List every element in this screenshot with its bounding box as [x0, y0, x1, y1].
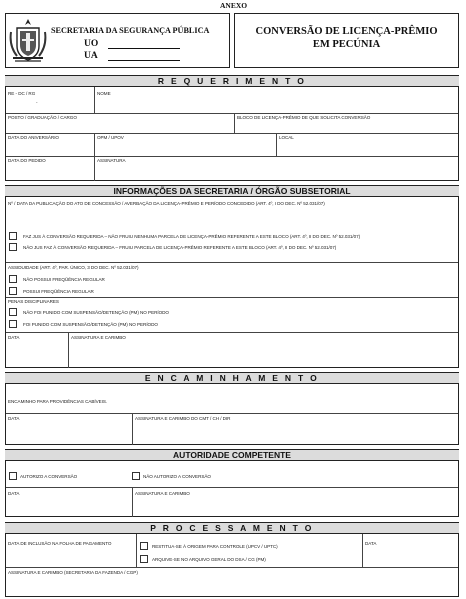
informacoes-data-label: DATA: [8, 335, 20, 340]
assiduidade-label: ASSIDUIDADE (ART. 4º, PAR. ÚNICO, 3 DO DEC. Nº 52.031/07): [8, 265, 139, 270]
nao-possui-label: NÃO POSSUI FREQÜÊNCIA REGULAR: [23, 277, 105, 282]
requerimento-section: [5, 75, 459, 181]
encaminhamento-assinatura-label: ASSINATURA E CARIMBO DO CMT / CH / DIR: [135, 416, 231, 421]
header-left-box: [5, 13, 230, 68]
nao-possui-checkbox[interactable]: [9, 275, 17, 283]
informacoes-title: INFORMAÇÕES DA SECRETARIA / ÓRGÃO SUBSETORIAL: [5, 185, 459, 197]
nao-autorizo-label: NÃO AUTORIZO A CONVERSÃO: [143, 474, 211, 479]
faz-jus-label: FAZ JUS À CONVERSÃO REQUERIDA – NÃO FRUIU NENHUMA PARCELA DE LICENÇA-PRÊMIO REFERENTE A ESTE BLOCO (ART. 4º, II DO DEC. Nº 52.031/07): [23, 234, 361, 239]
local-label: LOCAL: [279, 135, 294, 140]
form-title-line2: EM PECÚNIA: [312, 39, 381, 50]
re-dc-rg-label: RE - DC / RG: [8, 91, 36, 96]
arquive-checkbox[interactable]: [140, 555, 148, 563]
form-title-line1: CONVERSÃO DE LICENÇA-PRÊMIO: [255, 26, 438, 37]
ua-label: UA: [84, 51, 98, 61]
header-title-box: [234, 13, 459, 68]
ua-input-line[interactable]: [108, 60, 180, 61]
restitua-label: RESTITUA-SE À ORIGEM PARA CONTROLE (UPCV / UPTC): [152, 544, 278, 549]
nao-faz-jus-checkbox[interactable]: [9, 243, 17, 251]
processamento-title: P R O C E S S A M E N T O: [5, 522, 459, 534]
posto-label: POSTO / GRADUAÇÃO / CARGO: [8, 115, 77, 120]
informacoes-assinatura-label: ASSINATURA E CARIMBO: [71, 335, 126, 340]
re-dc-separator: -: [36, 100, 38, 105]
bloco-label: BLOCO DE LICENÇA-PRÊMIO DE QUE SOLICITA CONVERSÃO: [237, 115, 371, 120]
aniversario-label: DATA DO ANIVERSÁRIO: [8, 135, 59, 140]
encaminhamento-data-label: DATA: [8, 416, 20, 421]
nao-punido-label: NÃO FOI PUNIDO COM SUSPENSÃO/DETENÇÃO (PM) NO PERÍODO: [23, 310, 169, 315]
possui-checkbox[interactable]: [9, 287, 17, 295]
inclusao-label: DATA DE INCLUSÃO NA FOLHA DE PAGAMENTO: [8, 541, 112, 546]
state-seal-icon: [9, 18, 47, 62]
nao-punido-checkbox[interactable]: [9, 308, 17, 316]
autorizo-checkbox[interactable]: [9, 472, 17, 480]
autoridade-section: [5, 449, 459, 517]
publicacao-label: Nº / DATA DA PUBLICAÇÃO DO ATO DE CONCESSÃO / AVERBAÇÃO DA LICENÇA-PRÊMIO E PERÍODO CONCEDIDO (ART. 4º, I DO DEC. Nº 52.031/07): [8, 201, 325, 206]
autoridade-data-label: DATA: [8, 491, 20, 496]
encaminho-text: ENCAMINHO PARA PROVIDÊNCIAS CABÍVEIS.: [8, 399, 108, 404]
autoridade-title: AUTORIDADE COMPETENTE: [5, 449, 459, 461]
uo-input-line[interactable]: [108, 48, 180, 49]
processamento-data-label: DATA: [365, 541, 377, 546]
nao-autorizo-checkbox[interactable]: [132, 472, 140, 480]
encaminhamento-section: [5, 372, 459, 445]
uo-label: UO: [84, 39, 99, 49]
data-pedido-label: DATA DO PEDIDO: [8, 158, 46, 163]
processamento-assinatura-label: ASSINATURA E CARIMBO (SECRETARIA DA FAZENDA / CGP): [8, 570, 138, 575]
penas-label: PENAS DISCIPLINARES: [8, 299, 59, 304]
processamento-section: [5, 522, 459, 597]
assinatura-label: ASSINATURA: [97, 158, 126, 163]
nao-faz-jus-label: NÃO JUS FAZ À CONVERSÃO REQUERIDA – FRUIU PARCELA DE LICENÇA-PRÊMIO REFERENTE A ESTE BLOCO (ART. 4º, II DO DEC. Nº 52.031/07): [23, 245, 337, 250]
annex-label: ANEXO: [220, 1, 248, 10]
requerimento-title: R E Q U E R I M E N T O: [5, 75, 459, 87]
agency-name: SECRETARIA DA SEGURANÇA PÚBLICA: [51, 26, 210, 35]
punido-label: FOI PUNIDO COM SUSPENSÃO/DETENÇÃO (PM) NO PERÍODO: [23, 322, 158, 327]
encaminhamento-title: E N C A M I N H A M E N T O: [5, 372, 459, 384]
restitua-checkbox[interactable]: [140, 542, 148, 550]
faz-jus-checkbox[interactable]: [9, 232, 17, 240]
autorizo-label: AUTORIZO A CONVERSÃO: [20, 474, 78, 479]
nome-label: NOME: [97, 91, 111, 96]
arquive-label: ARQUIVE-SE NO ARQUIVO GERAL DO DSA / CG (PM): [152, 557, 266, 562]
autoridade-assinatura-label: ASSINATURA E CARIMBO: [135, 491, 190, 496]
possui-label: POSSUI FREQÜÊNCIA REGULAR: [23, 289, 94, 294]
informacoes-section: [5, 185, 459, 368]
opm-label: OPM / UPOV: [97, 135, 124, 140]
punido-checkbox[interactable]: [9, 320, 17, 328]
